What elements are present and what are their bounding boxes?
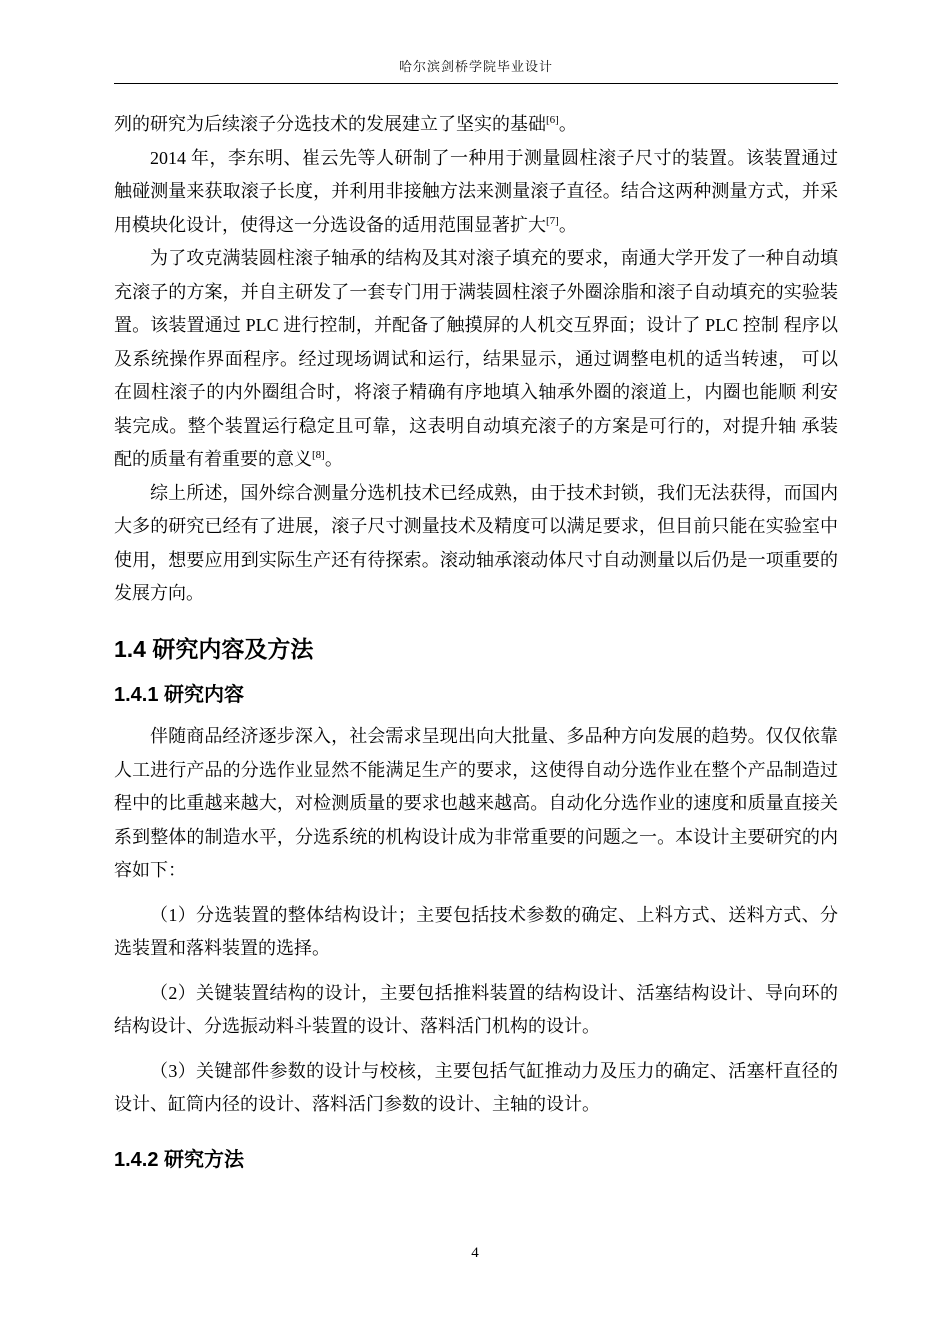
paragraph-text: 列的研究为后续滚子分选技术的发展建立了坚实的基础 <box>114 114 546 134</box>
paragraph-continuation <box>114 108 838 142</box>
page-footer <box>0 1244 950 1262</box>
research-item-1: （1）分选装置的整体结构设计；主要包括技术参数的确定、上料方式、送料方式、分选装置和落料装置的选择。 <box>114 904 838 959</box>
paragraph-summary: 综上所述，国外综合测量分选机技术已经成熟，由于技术封锁，我们无法获得，而国内大多的研究已经有了进展，滚子尺寸测量技术及精度可以满足要求，但目前只能在实验室中使用，想要应用到实际生产还有待探索。滚动轴承滚动体尺寸自动测量以后仍是一项重要的发展方向。 <box>114 482 838 603</box>
citation-ref-7: [7] <box>546 214 559 227</box>
paragraph-text: 为了攻克满装圆柱滚子轴承的结构及其对滚子填充的要求，南通大学开发了一种自动填充滚子的方案，并自主研发了一套专门用于满装圆柱滚子外圈涂脂和滚子自动填充的实验装置。该装置通过 PLC 进行控制，并配备了触摸屏的人机交互界面；设计了 PLC 控制 程序以及系统操作界面程序。经过现场调试和运行，结果显示，通过调整电机的适当转速， 可以在圆柱滚子的内外圈组合时，将滚子精确有序地填入轴承外圈的滚道上，内圈也能顺 利安装完成。整个装置运行稳定且可靠，这表明自动填充滚子的方案是可行的，对提升轴 承装配的质量有着重要的意义 <box>114 248 838 469</box>
paragraph-tail: 。 <box>558 114 577 134</box>
subsection-heading-1-4-1: 1.4.1 研究内容 <box>114 684 245 707</box>
page-header <box>114 56 838 84</box>
paragraph-tail: 。 <box>558 214 577 235</box>
citation-ref-6: [6] <box>546 114 559 126</box>
paragraph-text: 2014 年，李东明、崔云先等人研制了一种用于测量圆柱滚子尺寸的装置。该装置通过触碰测量来获取滚子长度，并利用非接触方法来测量滚子直径。结合这两种测量方式，并采用模块化设计，使得这一分选设备的适用范围显著扩大 <box>114 147 838 235</box>
section-heading-1-4: 1.4 研究内容及方法 <box>114 635 314 662</box>
research-item-2: （2）关键装置结构的设计，主要包括推料装置的结构设计、活塞结构设计、导向环的结构设计、分选振动料斗装置的设计、落料活门机构的设计。 <box>114 982 838 1037</box>
page-number: 4 <box>471 1245 479 1261</box>
page-body <box>114 108 838 1173</box>
header-title: 哈尔滨剑桥学院毕业设计 <box>398 59 553 74</box>
subsection-heading-1-4-2: 1.4.2 研究方法 <box>114 1148 245 1171</box>
paragraph-tail: 。 <box>324 449 343 469</box>
paragraph-nantong-plc <box>114 242 838 477</box>
paragraph-2014-device <box>114 142 838 243</box>
paragraph-research-content-intro: 伴随商品经济逐步深入，社会需求呈现出向大批量、多品种方向发展的趋势。仅仅依靠人工进行产品的分选作业显然不能满足生产的要求，这使得自动分选作业在整个产品制造过程中的比重越来越大，对检测质量的要求也越来越高。自动化分选作业的速度和质量直接关系到整体的制造水平，分选系统的机构设计成为非常重要的问题之一。本设计主要研究的内容如下： <box>114 726 838 881</box>
citation-ref-8: [8] <box>312 449 325 461</box>
research-item-3: （3）关键部件参数的设计与校核，主要包括气缸推动力及压力的确定、活塞杆直径的设计、缸筒内径的设计、落料活门参数的设计、主轴的设计。 <box>114 1060 838 1115</box>
